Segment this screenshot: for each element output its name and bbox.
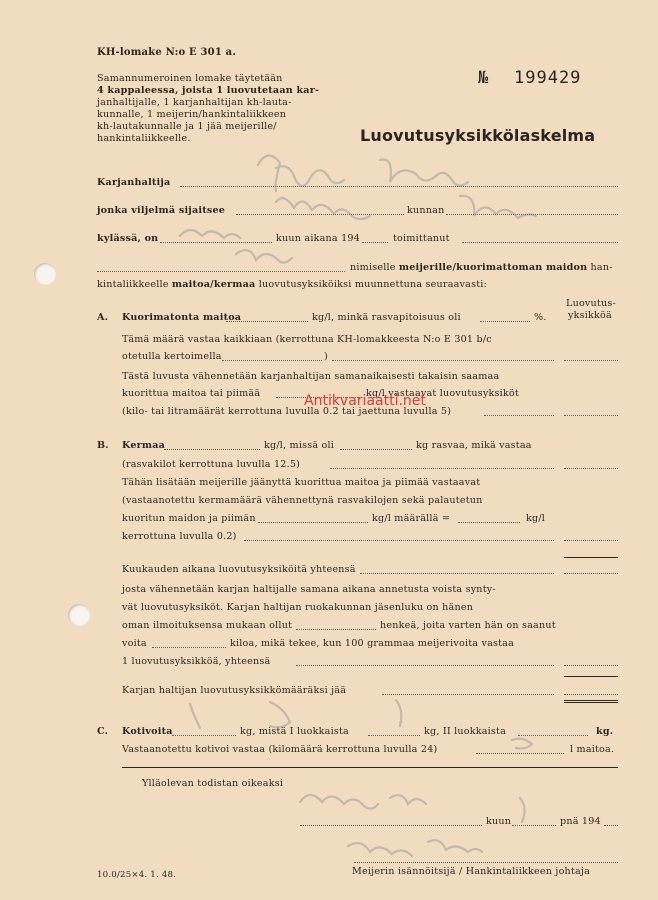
summary-text: voita [122, 638, 147, 649]
form-number: 199429 [514, 68, 582, 88]
section-a-text: Tästä luvusta vähennetään karjanhaltijan samanaikaisesti takaisin saamaa [122, 371, 500, 382]
section-a-text: %. [534, 312, 547, 323]
section-a-text: kg/l vastaavat luovutusyksiköt [366, 388, 519, 399]
form-code: KH-lomake N:o E 301 a. [97, 47, 237, 58]
label-kylassa: kylässä, on [97, 233, 159, 244]
label-pna: pnä 194 [560, 816, 601, 827]
section-a-label: Kuorimatonta maitoa [122, 312, 242, 323]
section-b-label: Kermaa [122, 440, 166, 451]
section-b-text: kg/l määrällä = [372, 513, 451, 524]
print-code: 10.0/25×4. 1. 48. [97, 870, 177, 880]
section-c-text: l maitoa. [570, 744, 615, 755]
section-b-letter: B. [97, 440, 109, 451]
section-a-text: kg/l, minkä rasvapitoisuus oli [312, 312, 461, 323]
section-b-text: Tähän lisätään meijerille jäänyttä kuorittua maitoa ja piimää vastaavat [122, 477, 481, 488]
section-b-text: kg rasvaa, mikä vastaa [416, 440, 532, 451]
section-b-text: (rasvakilot kerrottuna luvulla 12.5) [122, 459, 301, 470]
column-header: Luovutus- [566, 298, 616, 309]
instruction-line: Samannumeroinen lomake täytetään [97, 73, 283, 84]
section-c-text: Vastaanotettu kotivoi vastaa (kilomäärä kerrottuna luvulla 24) [122, 744, 438, 755]
section-c-label: Kotivoita [122, 726, 173, 737]
certify-text: Ylläolevan todistan oikeaksi [142, 778, 284, 789]
section-b-text: kg/l, missä oli [264, 440, 335, 451]
instruction-line: 4 kappaleessa, joista 1 luovutetaan kar- [97, 85, 320, 96]
summary-text: kiloa, mikä tekee, kun 100 grammaa meijerivoita vastaa [230, 638, 515, 649]
label-nimiselle: nimiselle meijerille/kuorimattoman maidon han- [350, 262, 613, 273]
page-title: Luovutusyksikkölaskelma [360, 126, 596, 145]
column-header: yksikköä [568, 310, 612, 321]
label-karjanhaltija: Karjanhaltija [97, 177, 171, 188]
section-a-letter: A. [97, 312, 109, 323]
instruction-line: hankintaliikkeelle. [97, 133, 191, 144]
form-page: KH-lomake N:o E 301 a. Samannumeroinen lomake täytetään 4 kappaleessa, joista 1 luovutetaan kar- janhaltijalle, 1 karjanhaltijan kh-lauta- kunnalle, 1 meijerin/hankintaliikkeen kh-lautakunnalle ja 1 jää meijerille/ hankintaliikkeelle. № 199429 Luovutusyksikkölaskelma Karjanhaltija jonka viljelmä sijaitsee kunnan kylässä, on kuun aikana 194 toimittanut nimiselle meijerille/kuorimattoman maidon han- kintaliikkeelle maitoa/kermaa luovutusyksiköiksi muunnettuna seuraavasti: Luovutus- yksikköä A. Kuorimatonta maitoa kg/l, minkä rasvapitoisuus oli %. Tämä määrä vastaa kaikkiaan (kerrottuna KH-lomakkeesta N:o E 301 b/c otetulla kertoimella ) Tästä luvusta vähennetään karjanhaltijan samanaikaisesti takaisin saamaa kuorittua maitoa tai piimää kg/l vastaavat luovutusyksiköt (kilo- tai litramäärät kerrottuna luvulla 0.2 tai jaettuna luvulla 5) B. Kermaa kg/l, missä oli kg rasvaa, mikä vastaa (rasvakilot kerrottuna luvulla 12.5) Tähän lisätään meijerille jäänyttä kuorittua maitoa ja piimää vastaavat (vastaanotettu kermamäärä vähennettynä rasvakilojen sekä palautetun kuoritun maidon ja piimän kg/l määrällä = kg/l kerrottuna luvulla 0.2) Kuukauden aikana luovutusyksiköitä yhteensä josta vähennetään karjan haltijalle samana aikana annetusta voista synty- vät luovutusyksiköt. Karjan haltijan ruokakunnan jäsenluku on hänen oman ilmoituksensa mukaan ollut henkeä, joita varten hän on saanut voita kiloa, mikä tekee, kun 100 grammaa meijerivoita vastaa 1 luovutusyksikköä, yhteensä Karjan haltijan luovutusyksikkömääräksi jää C. Kotivoita kg, mistä I luokkaista kg, II luokkaista kg. Vastaanotettu kotivoi vastaa (kilomäärä kerrottuna luvulla 24) l maitoa. Ylläolevan todistan oikeaksi kuun pnä 194 10.0/25×4. 1. 48. Meijerin isännöitsijä / Hankintaliikkeen johtaja Antikvariaatti.net [0, 0, 658, 900]
summary-text: 1 luovutusyksikköä, yhteensä [122, 656, 271, 667]
label-kuun-aikana: kuun aikana 194 [276, 233, 360, 244]
section-a-text: Tämä määrä vastaa kaikkiaan (kerrottuna KH-lomakkeesta N:o E 301 b/c [122, 334, 492, 345]
summary-text: Kuukauden aikana luovutusyksiköitä yhteensä [122, 564, 356, 575]
summary-total-label: Karjan haltijan luovutusyksikkömääräksi jää [122, 685, 347, 696]
section-c-letter: C. [97, 726, 109, 737]
signature-label: Meijerin isännöitsijä / Hankintaliikkeen johtaja [352, 866, 591, 877]
section-a-text: (kilo- tai litramäärät kerrottuna luvulla 0.2 tai jaettuna luvulla 5) [122, 406, 452, 417]
summary-text: vät luovutusyksiköt. Karjan haltijan ruokakunnan jäsenluku on hänen [122, 602, 474, 613]
watermark: Antikvariaatti.net [304, 393, 426, 409]
label-kuun: kuun [486, 816, 512, 827]
section-b-text: kerrottuna luvulla 0.2) [122, 531, 237, 542]
section-b-text: kuoritun maidon ja piimän [122, 513, 256, 524]
section-c-text: kg, II luokkaista [424, 726, 507, 737]
section-b-text: kg/l [526, 513, 546, 524]
section-c-text: kg. [596, 726, 614, 737]
section-b-text: (vastaanotettu kermamäärä vähennettynä rasvakilojen sekä palautetun [122, 495, 483, 506]
instruction-line: kh-lautakunnalle ja 1 jää meijerille/ [97, 121, 277, 132]
label-viljelma: jonka viljelmä sijaitsee [97, 205, 226, 216]
label-muunnettuna: kintaliikkeelle maitoa/kermaa luovutusyksiköiksi muunnettuna seuraavasti: [97, 279, 487, 290]
instruction-line: kunnalle, 1 meijerin/hankintaliikkeen [97, 109, 287, 120]
summary-text: oman ilmoituksensa mukaan ollut [122, 620, 293, 631]
summary-text: henkeä, joita varten hän on saanut [380, 620, 556, 631]
label-kunnan: kunnan [407, 205, 445, 216]
summary-text: josta vähennetään karjan haltijalle samana aikana annetusta voista synty- [122, 584, 496, 595]
form-number-symbol: № [478, 68, 490, 88]
section-a-text: otetulla kertoimella [122, 351, 222, 362]
instruction-line: janhaltijalle, 1 karjanhaltijan kh-lauta- [97, 97, 292, 108]
section-c-text: kg, mistä I luokkaista [240, 726, 349, 737]
label-toimittanut: toimittanut [393, 233, 450, 244]
section-a-text: kuorittua maitoa tai piimää [122, 388, 261, 399]
